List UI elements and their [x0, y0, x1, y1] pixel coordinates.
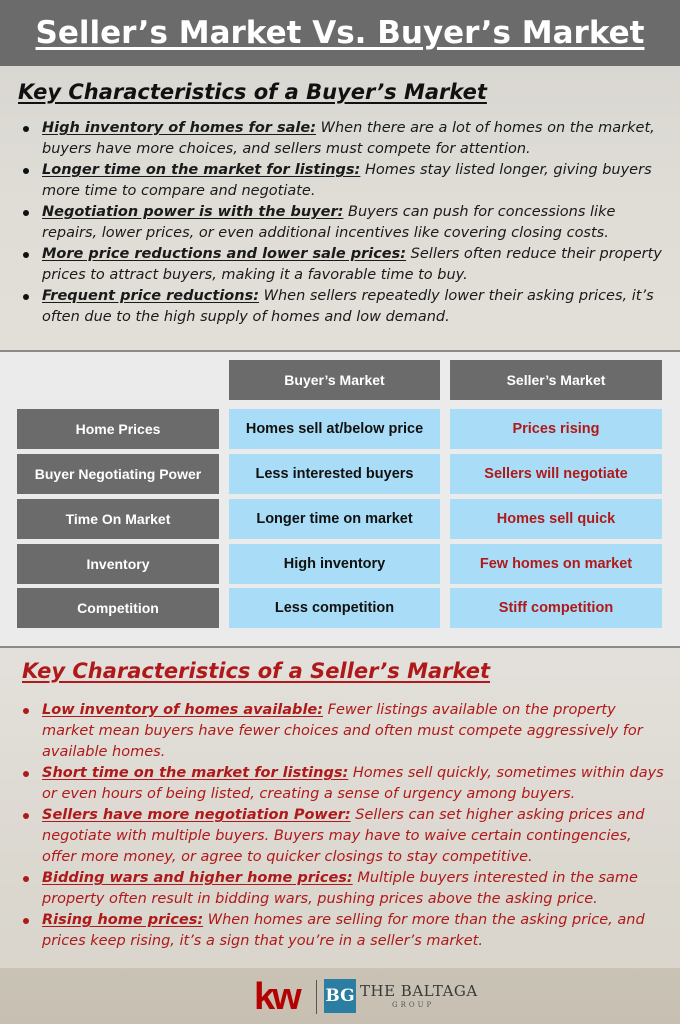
bullet-text: Buyers can push for concessions like repairs, lower prices, or even additional incentives like covering closing costs. — [42, 204, 616, 241]
seller-cell: Stiff competition — [450, 588, 662, 628]
bullet-lead: Rising home prices: — [42, 912, 204, 928]
bullet-text: Fewer listings available on the property market mean buyers have fewer choices and often must compete aggressively for available homes. — [42, 702, 643, 760]
bullet-lead: High inventory of homes for sale: — [42, 120, 317, 136]
footer-logos — [0, 968, 680, 1024]
seller-cell: Prices rising — [450, 409, 662, 449]
bullet-lead: Short time on the market for listings: — [42, 765, 349, 781]
list-item — [18, 805, 668, 868]
list-item — [18, 700, 668, 763]
bullet-text: Sellers often reduce their property prices to attract buyers, making it a favorable time to buy. — [42, 246, 662, 283]
buyer-market-panel — [0, 66, 680, 352]
comparison-table — [0, 352, 680, 648]
row-label: Competition — [17, 588, 219, 628]
list-item — [18, 202, 668, 244]
bullet-lead: Low inventory of homes available: — [42, 702, 324, 718]
seller-section-title: Key Characteristics of a Seller’s Market — [22, 659, 491, 683]
bullet-text: When sellers repeatedly lower their asking prices, it’s often due to the high supply of homes and low demand. — [42, 288, 654, 325]
bullet-text: Multiple buyers interested in the same property often result in bidding wars, pushing prices above the asking price. — [42, 870, 638, 907]
page-header — [0, 0, 680, 66]
bullet-lead: Bidding wars and higher home prices: — [42, 870, 353, 886]
baltaga-logo-sub: GROUP — [392, 1001, 435, 1009]
buyer-cell: Less interested buyers — [229, 454, 440, 494]
buyer-characteristics-list — [18, 118, 668, 328]
page-title: Seller’s Market Vs. Buyer’s Market — [35, 15, 645, 51]
logo-divider — [316, 980, 317, 1014]
bullet-lead: More price reductions and lower sale prices: — [42, 246, 407, 262]
seller-cell: Few homes on market — [450, 544, 662, 584]
seller-market-panel — [0, 648, 680, 968]
bullet-text: Sellers can set higher asking prices and negotiate with multiple buyers. Buyers may have to waive certain contingencies, offer more money, or agree to quicker closings to stay competitive. — [42, 807, 645, 865]
buyer-cell: High inventory — [229, 544, 440, 584]
bullet-lead: Negotiation power is with the buyer: — [42, 204, 344, 220]
row-label: Inventory — [17, 544, 219, 584]
baltaga-logo-mark: BG — [324, 979, 356, 1013]
buyer-cell: Longer time on market — [229, 499, 440, 539]
buyer-cell: Less competition — [229, 588, 440, 628]
bullet-text: When there are a lot of homes on the market, buyers have more choices, and sellers must compete for attention. — [42, 120, 655, 157]
list-item — [18, 118, 668, 160]
list-item — [18, 244, 668, 286]
seller-cell: Homes sell quick — [450, 499, 662, 539]
buyer-section-title: Key Characteristics of a Buyer’s Market — [18, 80, 487, 104]
list-item — [18, 910, 668, 952]
bullet-text: Homes sell quickly, sometimes within days or even hours of being listed, creating a sense of urgency among buyers. — [42, 765, 664, 802]
bullet-lead: Frequent price reductions: — [42, 288, 260, 304]
bullet-text: Homes stay listed longer, giving buyers more time to compare and negotiate. — [42, 162, 652, 199]
row-label: Home Prices — [17, 409, 219, 449]
bullet-lead: Sellers have more negotiation Power: — [42, 807, 351, 823]
column-header-seller: Seller’s Market — [450, 360, 662, 400]
list-item — [18, 868, 668, 910]
row-label: Time On Market — [17, 499, 219, 539]
seller-characteristics-list — [18, 700, 668, 952]
column-header-buyer: Buyer’s Market — [229, 360, 440, 400]
kw-logo: kw — [254, 976, 299, 1018]
buyer-cell: Homes sell at/below price — [229, 409, 440, 449]
seller-cell: Sellers will negotiate — [450, 454, 662, 494]
row-label: Buyer Negotiating Power — [17, 454, 219, 494]
list-item — [18, 286, 668, 328]
baltaga-logo-name: THE BALTAGA — [360, 982, 478, 1000]
bullet-lead: Longer time on the market for listings: — [42, 162, 361, 178]
bullet-text: When homes are selling for more than the asking price, and prices keep rising, it’s a sign that you’re in a seller’s market. — [42, 912, 645, 949]
list-item — [18, 763, 668, 805]
list-item — [18, 160, 668, 202]
